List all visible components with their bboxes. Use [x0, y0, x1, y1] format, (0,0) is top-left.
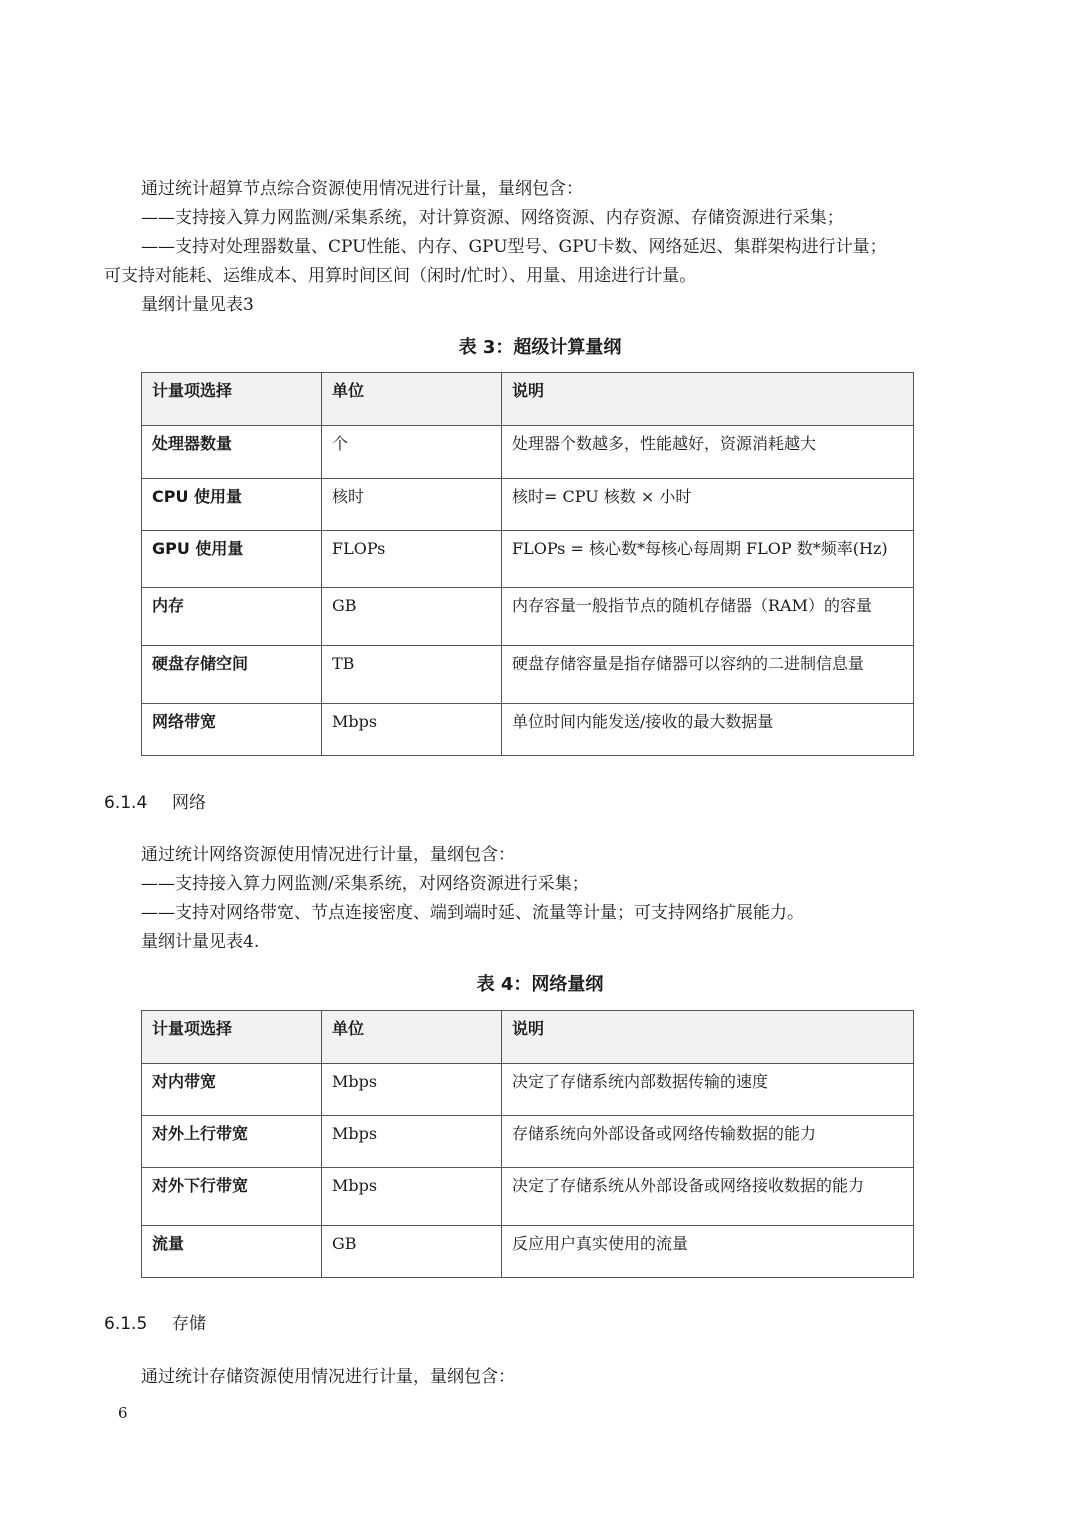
table4-header-unit: 单位 — [322, 1011, 502, 1064]
section-title: 存储 — [172, 1314, 206, 1334]
table4-header-item: 计量项选择 — [142, 1011, 322, 1064]
table-cell-desc: 处理器个数越多，性能越好，资源消耗越大 — [502, 426, 914, 479]
table3-header-item: 计量项选择 — [142, 373, 322, 426]
table-cell-desc: 决定了存储系统从外部设备或网络接收数据的能力 — [502, 1168, 914, 1226]
section-number: 6.1.5 — [104, 1314, 148, 1334]
table-cell-item: 硬盘存储空间 — [142, 646, 322, 704]
table-cell-unit: 个 — [322, 426, 502, 479]
table-cell-item: 对外上行带宽 — [142, 1116, 322, 1168]
table-cell-unit: GB — [322, 588, 502, 646]
section-title: 网络 — [172, 793, 206, 813]
table-cell-item: CPU 使用量 — [142, 479, 322, 531]
table-cell-item: 内存 — [142, 588, 322, 646]
table4-header-desc: 说明 — [502, 1011, 914, 1064]
table-row — [142, 588, 914, 646]
table3-caption: 表 3：超级计算量纲 — [458, 337, 622, 358]
table-cell-desc: FLOPs = 核心数*每核心每周期 FLOP 数*频率(Hz) — [502, 531, 914, 588]
table4 — [141, 1010, 914, 1278]
table-cell-unit: 核时 — [322, 479, 502, 531]
table-cell-unit: TB — [322, 646, 502, 704]
table-row — [142, 479, 914, 531]
network-line-1: 通过统计网络资源使用情况进行计量，量纲包含： — [141, 845, 515, 865]
intro-line-4: 可支持对能耗、运维成本、用算时间区间（闲时/忙时）、用量、用途进行计量。 — [104, 266, 697, 286]
table-cell-unit: Mbps — [322, 1116, 502, 1168]
table-cell-item: 网络带宽 — [142, 704, 322, 756]
page-number: 6 — [118, 1404, 128, 1422]
table-cell-unit: Mbps — [322, 1064, 502, 1116]
intro-line-5: 量纲计量见表3 — [141, 295, 254, 315]
section-heading-614 — [104, 788, 206, 813]
network-line-4: 量纲计量见表4. — [141, 932, 260, 952]
storage-line-1: 通过统计存储资源使用情况进行计量，量纲包含： — [141, 1367, 515, 1387]
table-cell-desc: 存储系统向外部设备或网络传输数据的能力 — [502, 1116, 914, 1168]
table-cell-desc: 内存容量一般指节点的随机存储器（RAM）的容量 — [502, 588, 914, 646]
table-row — [142, 531, 914, 588]
section-number: 6.1.4 — [104, 793, 148, 813]
intro-line-1: 通过统计超算节点综合资源使用情况进行计量，量纲包含： — [141, 179, 583, 199]
table-cell-desc: 核时= CPU 核数 × 小时 — [502, 479, 914, 531]
table-row — [142, 1116, 914, 1168]
intro-line-3: ——支持对处理器数量、CPU性能、内存、GPU型号、GPU卡数、网络延迟、集群架构进行计量； — [141, 237, 887, 257]
table-cell-unit: GB — [322, 1226, 502, 1278]
table-row — [142, 1226, 914, 1278]
intro-line-2: ——支持接入算力网监测/采集系统，对计算资源、网络资源、内存资源、存储资源进行采集； — [141, 208, 844, 228]
table4-header-row — [142, 1011, 914, 1064]
table-cell-item: 对内带宽 — [142, 1064, 322, 1116]
table-cell-item: 处理器数量 — [142, 426, 322, 479]
table-cell-item: GPU 使用量 — [142, 531, 322, 588]
network-line-2: ——支持接入算力网监测/采集系统，对网络资源进行采集； — [141, 874, 589, 894]
table3-header-unit: 单位 — [322, 373, 502, 426]
table-cell-desc: 决定了存储系统内部数据传输的速度 — [502, 1064, 914, 1116]
network-line-3: ——支持对网络带宽、节点连接密度、端到端时延、流量等计量；可支持网络扩展能力。 — [141, 903, 804, 923]
table-row — [142, 646, 914, 704]
table-cell-item: 对外下行带宽 — [142, 1168, 322, 1226]
table-cell-desc: 硬盘存储容量是指存储器可以容纳的二进制信息量 — [502, 646, 914, 704]
table3-header-desc: 说明 — [502, 373, 914, 426]
table4-caption: 表 4：网络量纲 — [476, 974, 604, 995]
table-cell-item: 流量 — [142, 1226, 322, 1278]
table-cell-unit: FLOPs — [322, 531, 502, 588]
table-row — [142, 1168, 914, 1226]
table3 — [141, 372, 914, 756]
table-row — [142, 426, 914, 479]
table-cell-desc: 反应用户真实使用的流量 — [502, 1226, 914, 1278]
section-heading-615 — [104, 1309, 206, 1334]
table-row — [142, 704, 914, 756]
table-cell-unit: Mbps — [322, 1168, 502, 1226]
table3-header-row — [142, 373, 914, 426]
table-cell-desc: 单位时间内能发送/接收的最大数据量 — [502, 704, 914, 756]
table-cell-unit: Mbps — [322, 704, 502, 756]
table-row — [142, 1064, 914, 1116]
